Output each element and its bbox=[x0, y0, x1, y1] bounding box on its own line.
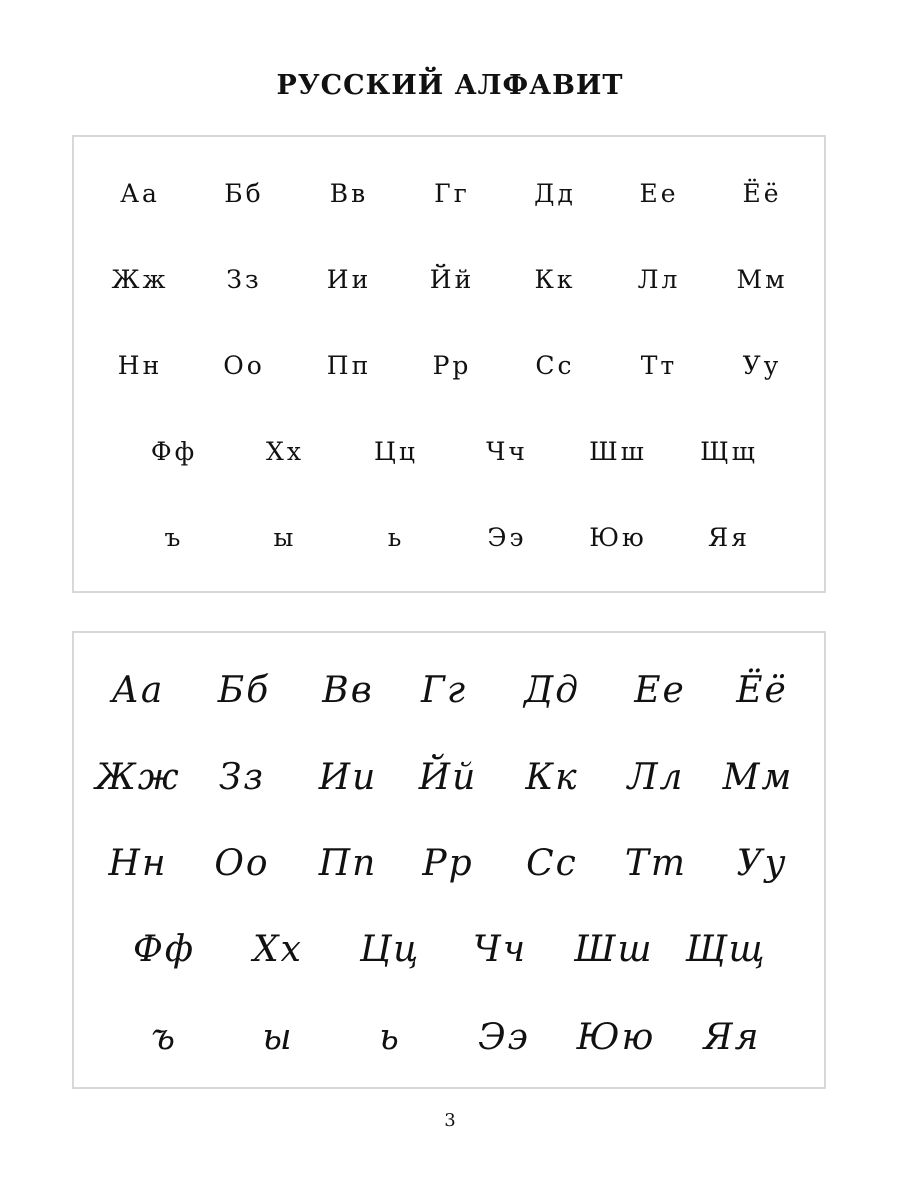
print-letter: Кк bbox=[534, 265, 576, 294]
print-letter: Гг bbox=[434, 179, 470, 208]
cursive-letter: Шш bbox=[574, 929, 654, 970]
print-letter: Нн bbox=[117, 351, 163, 380]
print-letter: Ее bbox=[639, 179, 679, 208]
print-letter: Уу bbox=[742, 351, 782, 380]
print-row-5 bbox=[74, 513, 824, 563]
cursive-row-4 bbox=[74, 925, 824, 975]
cursive-letter: Фф bbox=[132, 929, 196, 970]
page-title: РУССКИЙ АЛФАВИТ bbox=[276, 70, 624, 101]
cursive-letter: ъ bbox=[151, 1017, 177, 1058]
cursive-letter: Зз bbox=[218, 757, 266, 798]
print-row-2 bbox=[74, 255, 824, 305]
print-letter: Жж bbox=[111, 265, 169, 294]
cursive-row-2 bbox=[74, 753, 824, 803]
cursive-letter: Йй bbox=[418, 757, 478, 798]
cursive-letter: Ээ bbox=[478, 1017, 530, 1058]
cursive-letter: Кк bbox=[525, 757, 579, 798]
print-letter: Аа bbox=[120, 179, 160, 208]
cursive-letter: Пп bbox=[318, 843, 378, 884]
cursive-letter: Оо bbox=[214, 843, 270, 884]
print-letter: Юю bbox=[589, 523, 647, 552]
cursive-row-1 bbox=[74, 666, 824, 716]
print-letter: Оо bbox=[223, 351, 265, 380]
cursive-letter: Вв bbox=[322, 670, 374, 711]
cursive-letter: Дд bbox=[523, 670, 581, 711]
print-letter: Йй bbox=[429, 265, 475, 294]
cursive-letter: Уу bbox=[736, 843, 788, 884]
cursive-letter: Рр bbox=[422, 843, 474, 884]
print-letter: ъ bbox=[164, 523, 184, 552]
print-letter: Яя bbox=[708, 523, 750, 552]
cursive-letter: Юю bbox=[576, 1017, 656, 1058]
print-letter: Щщ bbox=[700, 437, 758, 466]
print-alphabet-panel bbox=[72, 135, 826, 593]
print-letter: Бб bbox=[224, 179, 264, 208]
print-letter: Фф bbox=[150, 437, 198, 466]
cursive-letter: Нн bbox=[108, 843, 168, 884]
cursive-letter: Яя bbox=[703, 1017, 761, 1058]
cursive-letter: Гг bbox=[420, 670, 468, 711]
print-letter: Ии bbox=[326, 265, 372, 294]
cursive-alphabet-panel bbox=[72, 631, 826, 1089]
print-row-1 bbox=[74, 169, 824, 219]
print-letter: Сс bbox=[535, 351, 575, 380]
cursive-letter: Щщ bbox=[685, 929, 767, 970]
cursive-letter: Аа bbox=[111, 670, 165, 711]
print-letter: Мм bbox=[736, 265, 788, 294]
cursive-letter: Мм bbox=[722, 757, 794, 798]
cursive-row-5 bbox=[74, 1013, 824, 1063]
cursive-row-3 bbox=[74, 839, 824, 889]
print-letter: Ээ bbox=[487, 523, 527, 552]
cursive-letter: Бб bbox=[217, 670, 271, 711]
print-row-4 bbox=[74, 427, 824, 477]
print-letter: Тт bbox=[640, 351, 678, 380]
cursive-letter: ы bbox=[262, 1017, 294, 1058]
print-letter: ь bbox=[387, 523, 405, 552]
cursive-letter: Чч bbox=[472, 929, 528, 970]
cursive-letter: Ёё bbox=[736, 670, 788, 711]
print-letter: Цц bbox=[374, 437, 418, 466]
print-letter: Чч bbox=[486, 437, 528, 466]
cursive-letter: Жж bbox=[95, 757, 181, 798]
print-letter: Лл bbox=[637, 265, 681, 294]
print-letter: Ёё bbox=[742, 179, 782, 208]
cursive-letter: Цц bbox=[359, 929, 421, 970]
cursive-letter: Ии bbox=[318, 757, 378, 798]
print-letter: ы bbox=[273, 523, 297, 552]
print-letter: Шш bbox=[589, 437, 647, 466]
cursive-letter: Хх bbox=[253, 929, 303, 970]
cursive-letter: Лл bbox=[627, 757, 685, 798]
cursive-letter: ь bbox=[379, 1017, 401, 1058]
print-letter: Рр bbox=[432, 351, 472, 380]
print-letter: Хх bbox=[266, 437, 304, 466]
print-letter: Пп bbox=[326, 351, 372, 380]
print-letter: Дд bbox=[534, 179, 576, 208]
print-row-3 bbox=[74, 341, 824, 391]
print-letter: Зз bbox=[226, 265, 262, 294]
cursive-letter: Тт bbox=[624, 843, 688, 884]
cursive-letter: Ее bbox=[634, 670, 686, 711]
page-number: 3 bbox=[444, 1110, 456, 1131]
cursive-letter: Сс bbox=[526, 843, 578, 884]
print-letter: Вв bbox=[329, 179, 369, 208]
